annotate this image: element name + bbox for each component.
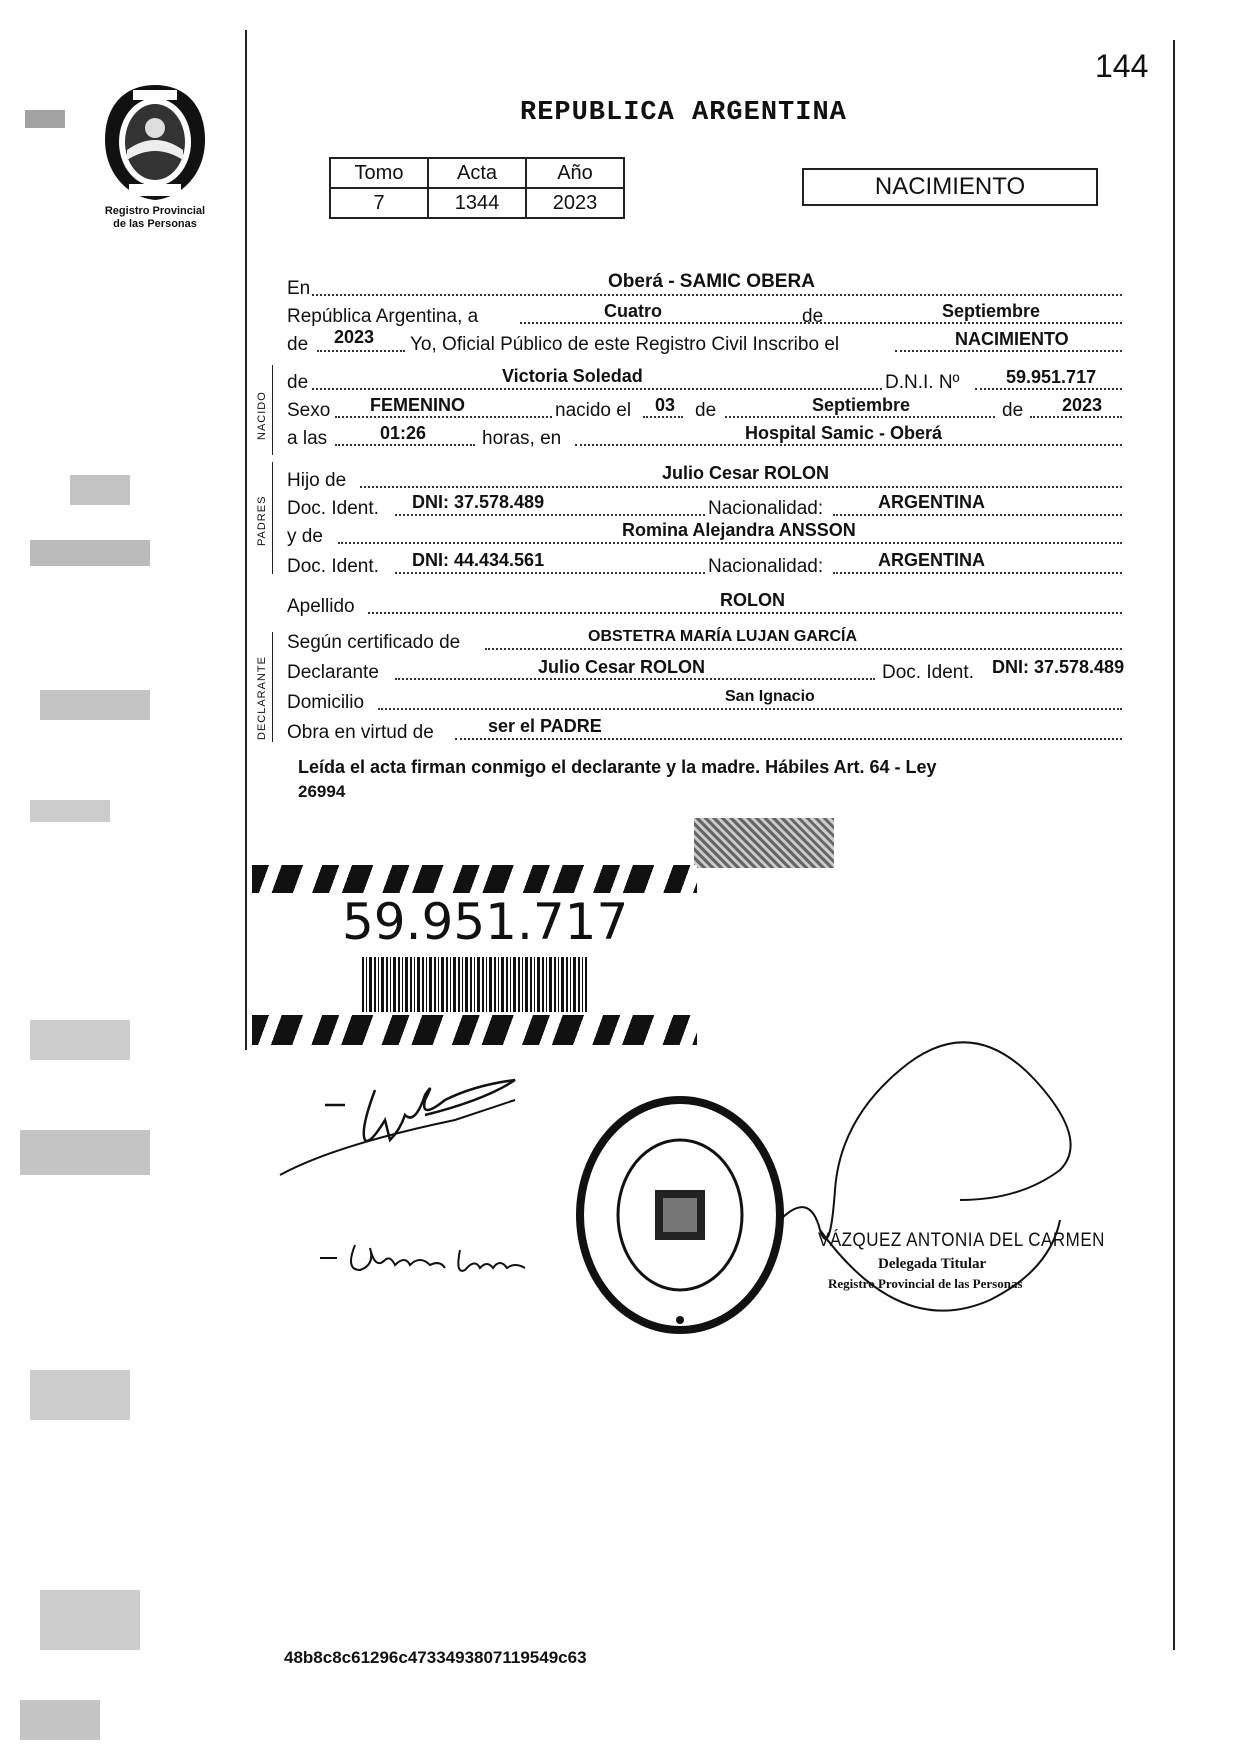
republica-label: República Argentina, a	[287, 306, 479, 327]
month-word: Septiembre	[942, 301, 1041, 321]
registry-value-acta: 1344	[428, 188, 526, 218]
declarante-bracket	[272, 632, 273, 742]
nac1-value: ARGENTINA	[878, 492, 985, 512]
sexo-label: Sexo	[287, 400, 331, 421]
country-title: REPUBLICA ARGENTINA	[520, 98, 847, 128]
domicilio-dots	[378, 708, 1122, 710]
obra-label: Obra en virtud de	[287, 722, 434, 743]
nac2-value: ARGENTINA	[878, 550, 985, 570]
name-value: Victoria Soledad	[502, 366, 643, 386]
sexo-value: FEMENINO	[370, 395, 466, 415]
sticker-pattern-bottom	[252, 1015, 697, 1045]
oficial-text: Yo, Oficial Público de este Registro Civil Inscribo el	[410, 334, 840, 355]
doc2-dots	[395, 572, 705, 574]
de4-label: de	[695, 400, 717, 421]
registry-header-ano: Año	[526, 158, 624, 188]
domicilio-label: Domicilio	[287, 692, 365, 713]
de2-label: de	[287, 334, 309, 355]
obra-dots	[455, 738, 1122, 740]
father-value: Julio Cesar ROLON	[662, 463, 830, 483]
day-word: Cuatro	[604, 301, 662, 321]
apellido-dots	[368, 612, 1122, 614]
official-office: Registro Provincial de las Personas	[828, 1276, 1023, 1291]
name-dots	[312, 388, 882, 390]
doc2-label: Doc. Ident.	[287, 556, 379, 577]
doc2-value: DNI: 44.434.561	[412, 550, 545, 570]
en-dots	[312, 294, 1122, 296]
birth-year: 2023	[1062, 395, 1103, 415]
sexo-dots	[335, 416, 552, 418]
side-label-padres: PADRES	[256, 495, 268, 546]
hour-dots	[335, 444, 475, 446]
registry-header-tomo: Tomo	[330, 158, 428, 188]
mother-value: Romina Alejandra ANSSON	[622, 520, 856, 540]
birth-month: Septiembre	[812, 395, 911, 415]
signature-mother	[315, 1230, 545, 1290]
segun-label: Según certificado de	[287, 632, 461, 653]
father-dots	[360, 486, 1122, 488]
place-dots	[575, 444, 1122, 446]
en-label: En	[287, 278, 311, 299]
year-dots	[317, 350, 405, 352]
apellido-label: Apellido	[287, 596, 355, 617]
act-type-box: NACIMIENTO	[802, 168, 1098, 206]
dni-label: D.N.I. Nº	[885, 372, 960, 393]
registry-value-ano: 2023	[526, 188, 624, 218]
segun-value: OBSTETRA MARÍA LUJAN GARCÍA	[588, 628, 858, 645]
mother-dots	[338, 542, 1122, 544]
dni-value: 59.951.717	[1006, 367, 1097, 387]
province-shield-icon	[95, 80, 215, 205]
signature-declarant	[275, 1060, 555, 1180]
logo-caption-1: Registro Provincial	[104, 205, 206, 217]
place-value: Hospital Samic - Oberá	[745, 423, 943, 443]
registry-header-row	[330, 158, 624, 188]
birth-day-dots	[643, 416, 683, 418]
registry-header-acta: Acta	[428, 158, 526, 188]
nacido-bracket	[272, 365, 273, 455]
apellido-value: ROLON	[720, 590, 785, 610]
hijo-label: Hijo de	[287, 470, 347, 491]
official-title: Delegada Titular	[878, 1256, 987, 1272]
logo-caption-2: de las Personas	[113, 218, 197, 230]
doc1-value: DNI: 37.578.489	[412, 492, 545, 512]
leida-line-2: 26994	[298, 782, 346, 801]
nac1-dots	[833, 514, 1122, 516]
segun-dots	[485, 648, 1122, 650]
nac2-dots	[833, 572, 1122, 574]
birth-day: 03	[655, 395, 676, 415]
nac2-label: Nacionalidad:	[708, 556, 824, 577]
doc1-dots	[395, 514, 705, 516]
doc1-label: Doc. Ident.	[287, 498, 379, 519]
leida-line-1: Leída el acta firman conmigo el declarante y la madre. Hábiles Art. 64 - Ley	[298, 757, 937, 777]
dni-dots	[975, 388, 1122, 390]
official-name: VÁZQUEZ ANTONIA DEL CARMEN	[818, 1228, 1105, 1251]
birth-year-dots	[1030, 416, 1122, 418]
document-hash: 48b8c8c61296c4733493807119549c63	[284, 1648, 587, 1667]
obra-value: ser el PADRE	[488, 716, 602, 736]
inscribo-value: NACIMIENTO	[955, 329, 1069, 349]
de-label: de	[802, 306, 824, 327]
birth-month-dots	[725, 416, 995, 418]
doc3-value: DNI: 37.578.489	[992, 657, 1125, 677]
de5-label: de	[1002, 400, 1024, 421]
registry-value-row	[330, 188, 624, 218]
province-logo	[95, 80, 215, 205]
security-hologram	[694, 818, 834, 868]
doc3-label: Doc. Ident.	[882, 662, 974, 683]
side-label-nacido: NACIDO	[256, 391, 268, 440]
page-number: 144	[1095, 48, 1149, 84]
a-las-label: a las	[287, 428, 328, 449]
declarante-dots	[395, 678, 875, 680]
registry-seal	[575, 1095, 785, 1335]
label-sticker	[252, 865, 697, 1047]
declarante-value: Julio Cesar ROLON	[538, 657, 706, 677]
sticker-barcode	[362, 957, 587, 1012]
left-margin-line	[245, 30, 247, 1050]
nacido-label: nacido el	[555, 400, 632, 421]
side-label-declarante: DECLARANTE	[256, 656, 268, 740]
domicilio-value: San Ignacio	[725, 688, 815, 705]
en-value: Oberá - SAMIC OBERA	[608, 271, 815, 292]
inscribo-dots	[895, 350, 1122, 352]
year-value: 2023	[334, 327, 375, 347]
horas-label: horas, en	[482, 428, 562, 449]
sticker-number: 59.951.717	[342, 893, 629, 951]
de3-label: de	[287, 372, 309, 393]
registry-value-tomo: 7	[330, 188, 428, 218]
registry-table	[329, 157, 625, 219]
right-margin-line	[1173, 40, 1175, 1650]
sticker-pattern-top	[252, 865, 697, 893]
hour-value: 01:26	[380, 423, 427, 443]
yde-label: y de	[287, 526, 323, 547]
padres-bracket	[272, 462, 273, 574]
declarante-label: Declarante	[287, 662, 379, 683]
nac1-label: Nacionalidad:	[708, 498, 824, 519]
